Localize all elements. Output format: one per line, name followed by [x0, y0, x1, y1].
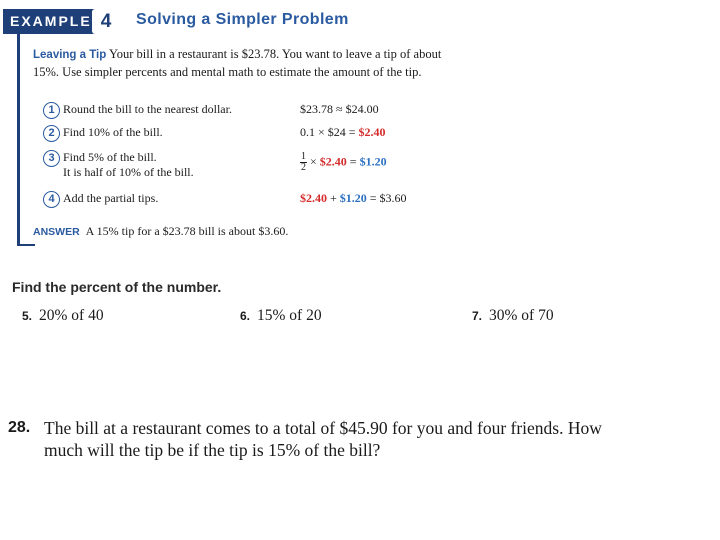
- exercise-6-number: 6.: [240, 309, 251, 323]
- example-number: 4: [100, 11, 112, 32]
- step-1-text: Round the bill to the nearest dollar.: [63, 102, 232, 116]
- step-2-math-result: $2.40: [358, 125, 386, 139]
- fraction-denominator: 2: [301, 162, 306, 173]
- exercise-5-text: 20% of 40: [39, 307, 104, 324]
- exercise-7: [472, 307, 554, 325]
- step-3-equals: =: [346, 154, 360, 169]
- step-3-math: [300, 152, 387, 173]
- step-4-five-percent: $1.20: [339, 191, 367, 205]
- example-side-rule-foot: [17, 244, 35, 246]
- step-number-3: 3: [43, 150, 60, 167]
- exercise-6-text: 15% of 20: [257, 307, 322, 324]
- step-2-math-expr: 0.1 × $24 =: [300, 125, 359, 139]
- intro-text: Your bill in a restaurant is $23.78. You want to leave a tip of about 15%. Use simpler percents and mental math to estimate the amount of the tip.: [33, 47, 442, 79]
- example-label: EXAMPLE: [10, 13, 92, 29]
- step-4-ten-percent: $2.40: [300, 191, 327, 205]
- step-4-math: [300, 191, 407, 206]
- step-2-math: [300, 125, 386, 140]
- intro-lead: Leaving a Tip: [33, 49, 107, 61]
- one-half-fraction: [300, 152, 307, 173]
- section-title: Find the percent of the number.: [12, 279, 222, 295]
- exercise-7-number: 7.: [472, 309, 483, 323]
- answer: [33, 224, 288, 239]
- step-3-times: ×: [310, 154, 320, 169]
- example-number-box: [92, 9, 120, 34]
- step-3-text: [63, 150, 194, 180]
- exercise-6: [240, 307, 322, 325]
- example-intro: [33, 46, 463, 81]
- exercise-5-number: 5.: [22, 309, 33, 323]
- problem-28-text: The bill at a restaurant comes to a total of $45.90 for you and four friends. How much will the tip be if the tip is 15% of the bill?: [44, 418, 602, 460]
- example-side-rule: [17, 34, 20, 246]
- step-3-text-line-1: Find 5% of the bill.: [63, 150, 157, 164]
- step-number-4: 4: [43, 191, 60, 208]
- step-1-math: $23.78 ≈ $24.00: [300, 102, 379, 116]
- exercise-7-text: 30% of 70: [489, 307, 554, 324]
- step-4-plus: +: [327, 191, 340, 205]
- step-3-result: $1.20: [359, 154, 387, 169]
- problem-28-number: 28.: [8, 419, 31, 436]
- step-number-1: 1: [43, 102, 60, 119]
- step-3-ten-percent: $2.40: [319, 154, 347, 169]
- fraction-numerator: 1: [301, 151, 306, 162]
- step-number-2: 2: [43, 125, 60, 142]
- example-title: Solving a Simpler Problem: [136, 11, 349, 28]
- answer-text: A 15% tip for a $23.78 bill is about $3.60.: [85, 224, 289, 238]
- step-2-text: Find 10% of the bill.: [63, 125, 163, 139]
- answer-label: ANSWER: [33, 226, 80, 238]
- step-4-total: = $3.60: [366, 191, 407, 205]
- step-3-text-line-2: It is half of 10% of the bill.: [63, 165, 194, 179]
- step-4-text: Add the partial tips.: [63, 191, 159, 205]
- example-badge: [3, 9, 124, 34]
- exercise-5: [22, 307, 104, 325]
